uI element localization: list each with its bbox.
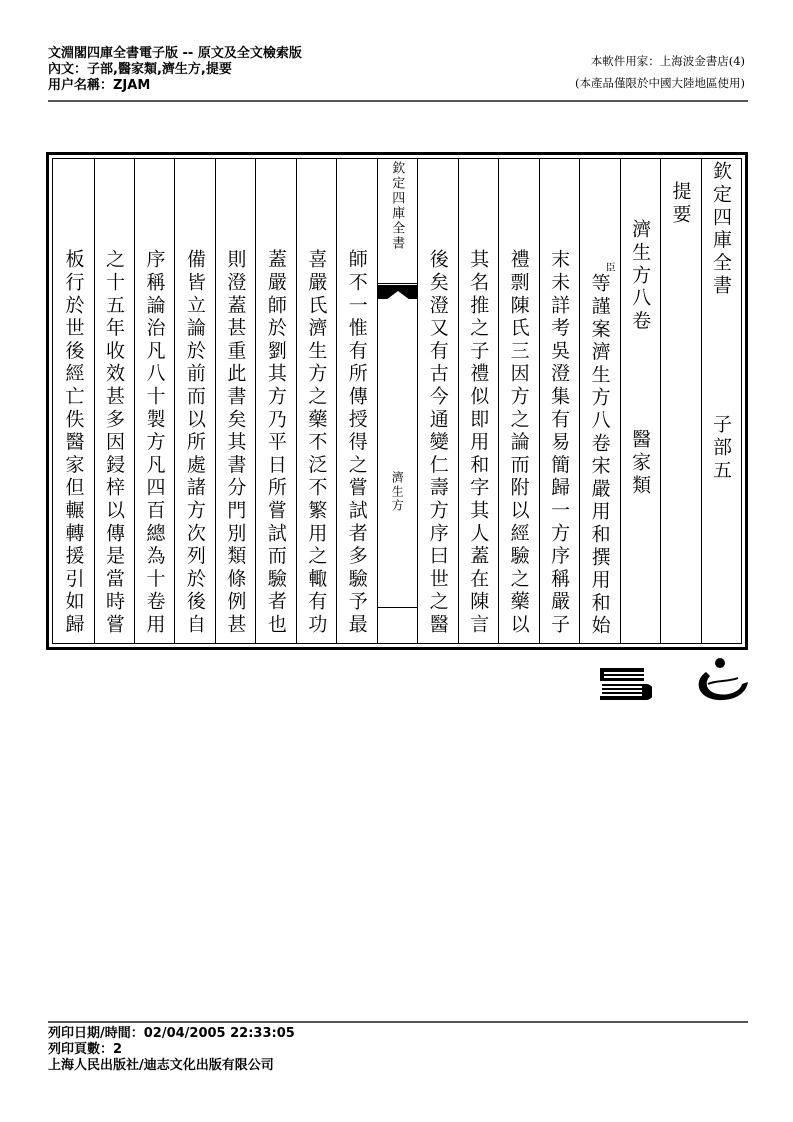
user-name: 用户名稱：ZJAM	[48, 78, 151, 93]
fishtail-collection-title: 欽定四庫全書	[389, 161, 405, 251]
fishtail-divider	[378, 607, 417, 608]
category-label: 醫家類	[629, 429, 652, 498]
column-text: 蓋嚴師於劉其方乃平日所嘗試而驗者也	[264, 249, 287, 637]
tiyao-column	[660, 159, 700, 643]
book-title: 濟生方八卷	[629, 219, 652, 333]
publisher-logos	[590, 658, 760, 704]
column-grid	[52, 158, 742, 644]
text-column	[255, 159, 295, 643]
region-notice: (本產品僅限於中國大陸地區使用)	[575, 76, 745, 90]
minister-marker: 臣	[605, 263, 616, 274]
text-column	[498, 159, 538, 643]
column-text: 其名推之子禮似即用和字其人蓋在陳言	[467, 249, 490, 637]
text-column	[53, 159, 93, 643]
book-title-column	[620, 159, 660, 643]
text-column	[417, 159, 457, 643]
column-text: 則澄蓋甚重此書矣其書分門別類條例甚	[224, 249, 247, 637]
column-text: 末未詳考吳澄集有易簡歸一方序稱嚴子	[548, 249, 571, 637]
print-page-count: 列印頁數：2	[48, 1042, 123, 1057]
text-column	[539, 159, 579, 643]
column-text: 喜嚴氏濟生方之藥不泛不繁用之輙有功	[305, 249, 328, 637]
product-title: 文淵閣四庫全書電子版 -- 原文及全文檢索版	[48, 46, 302, 61]
section-label: 子部五	[710, 414, 732, 483]
page-frame	[46, 152, 748, 650]
publisher-credit: 上海人民出版社/迪志文化出版有限公司	[48, 1058, 274, 1073]
print-datetime: 列印日期/時間：02/04/2005 22:33:05	[48, 1026, 295, 1041]
footer	[48, 1026, 295, 1074]
text-column	[336, 159, 376, 643]
column-text: 備皆立論於前而以所處諸方次列於後自	[183, 249, 206, 637]
text-column	[134, 159, 174, 643]
fishtail-book-title: 濟生方	[390, 471, 405, 513]
text-column	[458, 159, 498, 643]
content-path: 內文：子部,醫家類,濟生方,提要	[48, 62, 232, 77]
text-column	[174, 159, 214, 643]
column-text: 等謹案濟生方八卷宋嚴用和撰用和始	[588, 273, 611, 638]
header-divider	[48, 100, 748, 102]
title-column	[701, 159, 741, 643]
fishtail-icon	[378, 285, 417, 299]
tiyao-heading: 提要	[669, 181, 692, 227]
text-column	[296, 159, 336, 643]
column-text: 禮剽陳氏三因方之論而附以經驗之藥以	[507, 249, 530, 637]
column-text: 板行於世後經亡佚醫家但輾轉援引如歸	[62, 249, 85, 637]
licensee: 本軟件用家：上海波金書店(4)	[590, 54, 745, 68]
swirl-brush-logo-icon	[688, 658, 752, 704]
collection-title: 欽定四庫全書	[710, 161, 732, 298]
text-column	[579, 159, 619, 643]
header-right	[575, 50, 745, 94]
footer-divider	[48, 1021, 748, 1023]
column-text: 序稱論治凡八十製方凡四百總為十卷用	[143, 249, 166, 637]
text-column	[94, 159, 134, 643]
book-stack-logo-icon	[594, 666, 652, 700]
fishtail-divider	[378, 283, 417, 284]
column-text: 後矣澄又有古今通變仁壽方序曰世之醫	[426, 249, 449, 637]
fishtail-margin	[377, 159, 417, 643]
text-column	[215, 159, 255, 643]
column-text: 之十五年收效甚多因鋟梓以傳是當時嘗	[102, 249, 125, 637]
header-left	[48, 46, 302, 94]
column-text: 師不一惟有所傳授得之嘗試者多驗予最	[345, 249, 368, 637]
